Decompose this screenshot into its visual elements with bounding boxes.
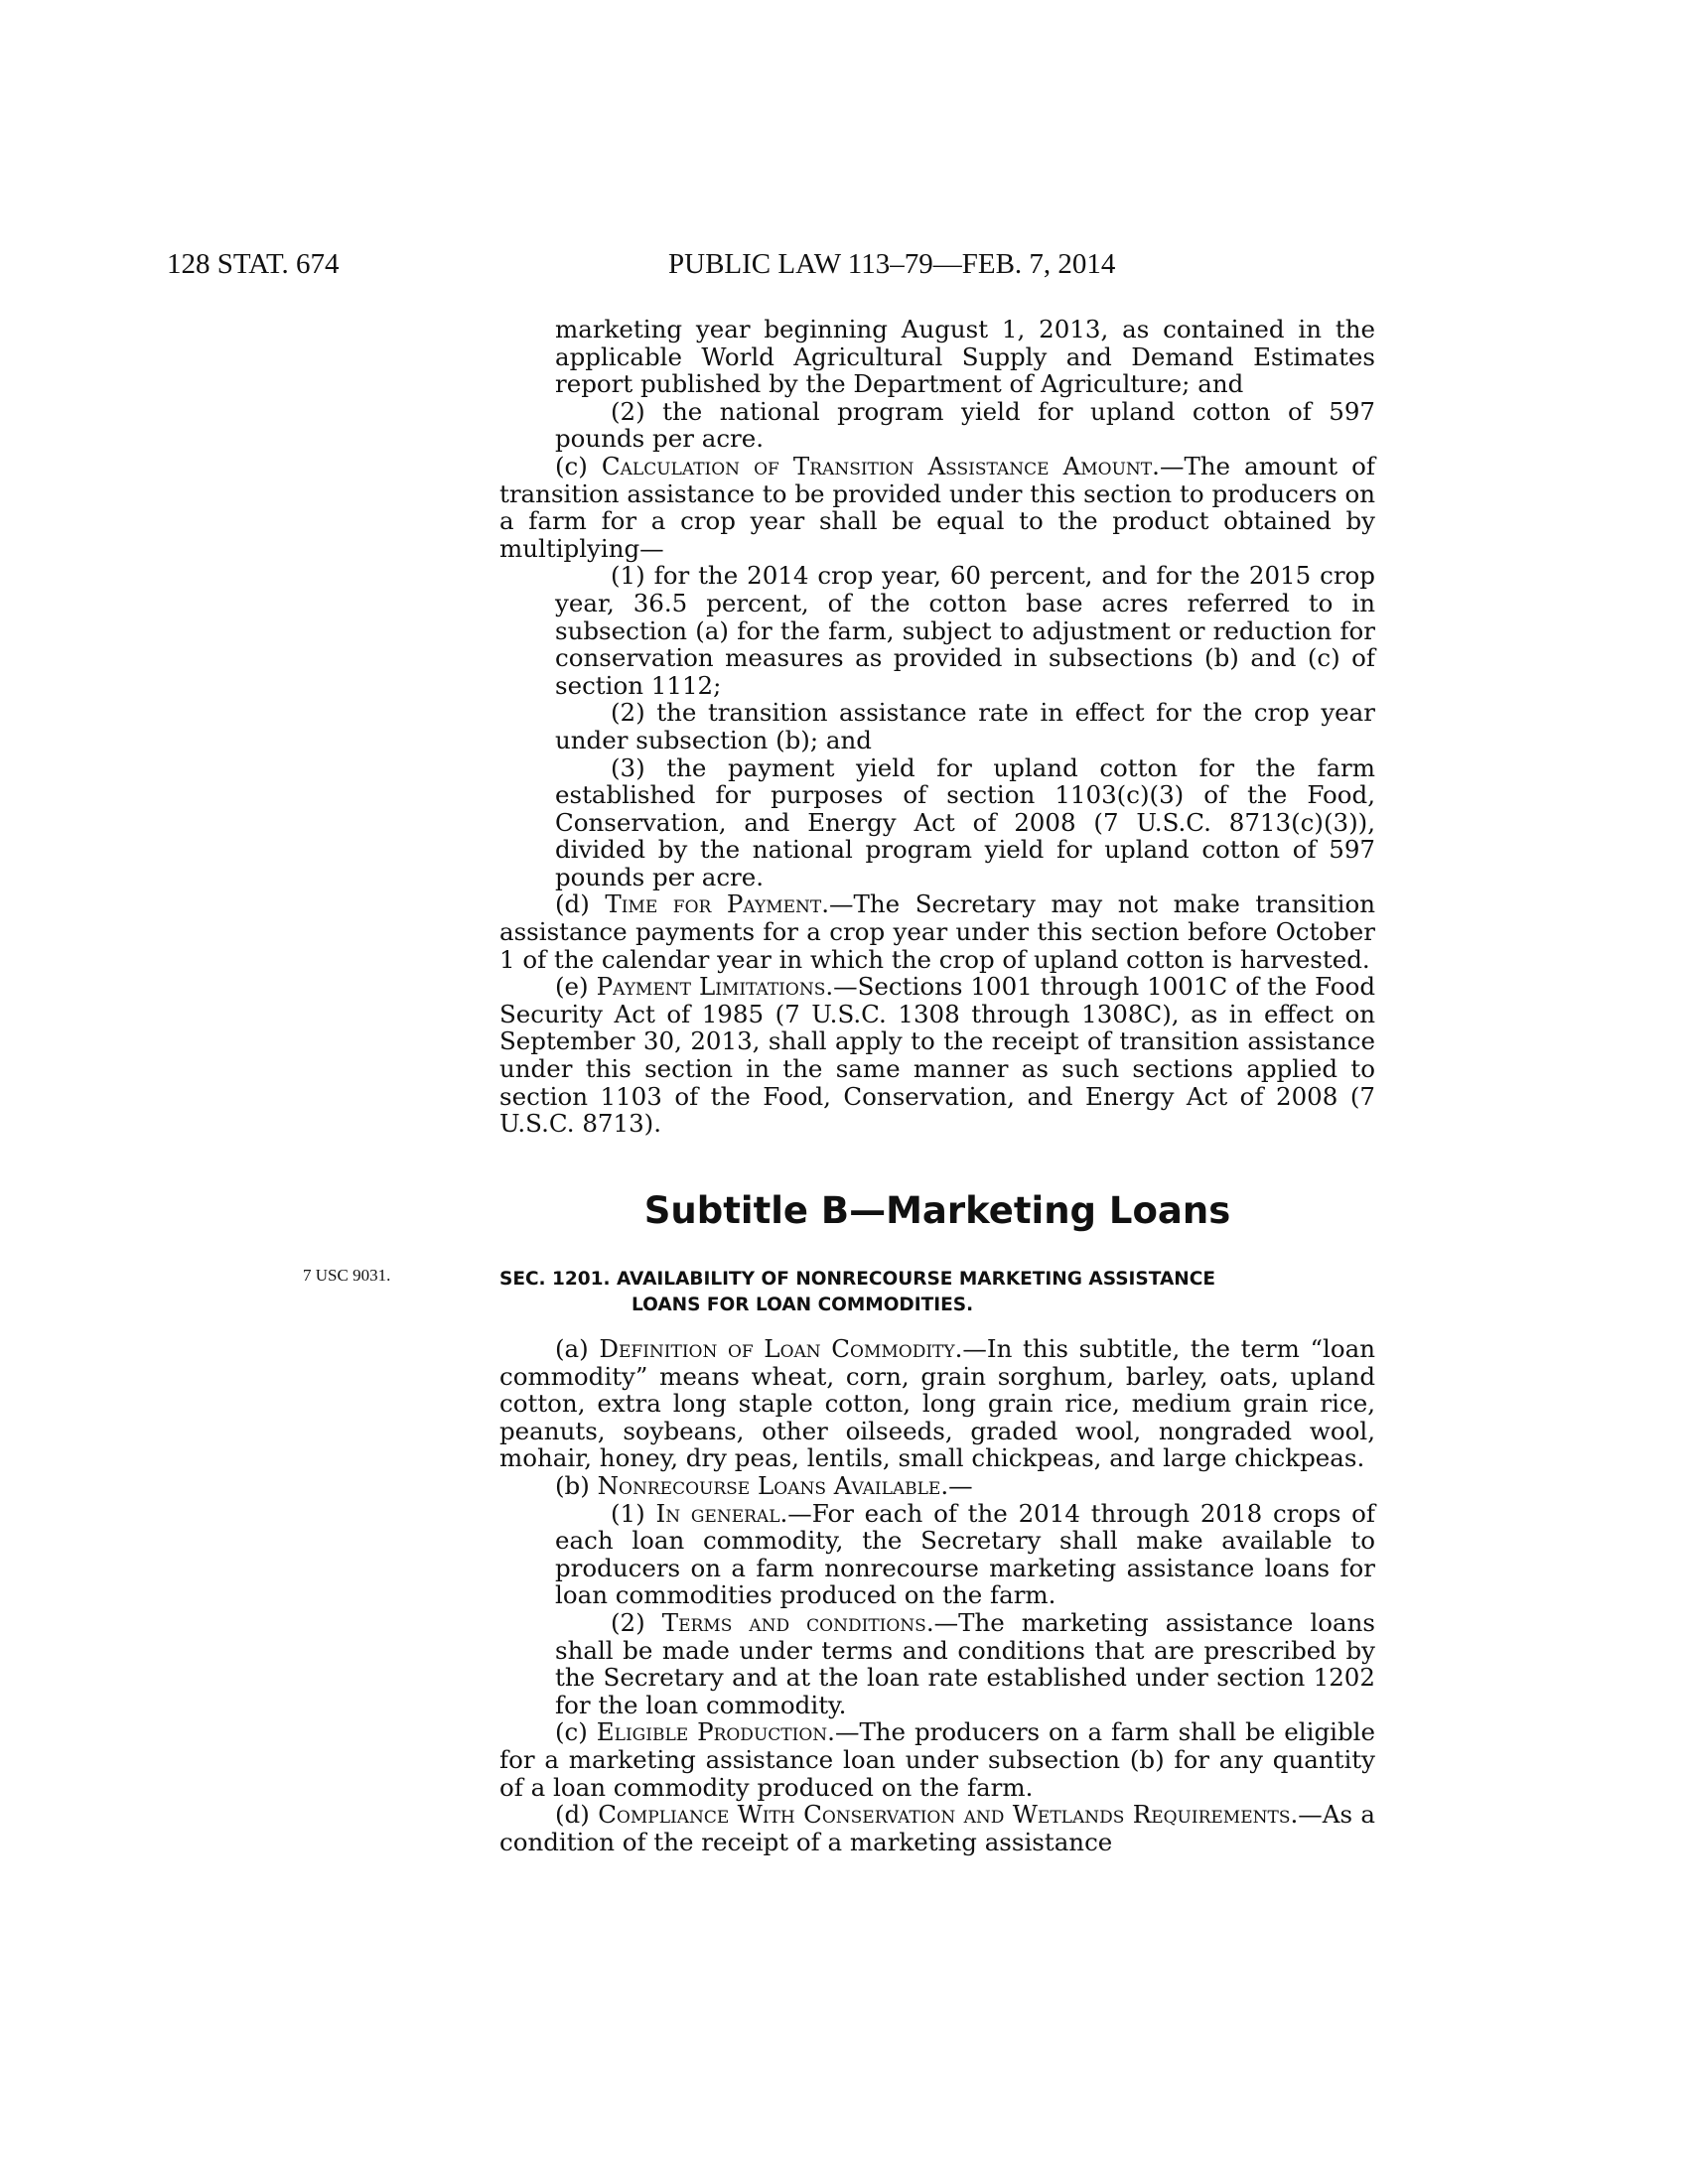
subsection-e: (e) Payment Limitations.—Sections 1001 through 1001C of the Food Security Act of 1985 (7 U.S.C. 1308 through 1308C), as in effect on September 30, 2013, shall apply to the receipt of transition assistance under this section in the same manner as such sections applied to section 1103 of the Food, Conservation, and Energy Act of 2008 (7 U.S.C. 8713). <box>499 972 1376 1139</box>
paragraph-b2-terms: (2) Terms and conditions.—The marketing assistance loans shall be made under terms and conditions that are prescribed by the Secretary and at the loan rate established under section 1202 for the loan commodity. <box>555 1607 1375 1719</box>
subsection-d: (d) Time for Payment.—The Secretary may not make transition assistance payments for a crop year under this section before October 1 of the calendar year in which the crop of upland cotton is harvested. <box>499 889 1375 974</box>
statute-page-number: 128 STAT. 674 <box>167 248 340 280</box>
paragraph-c1: (1) for the 2014 crop year, 60 percent, and for the 2015 crop year, 36.5 percent, of the cotton base acres referred to in subsection (a) for the farm, subject to adjustment or reduction for conservation measures as provided in subsections (b) and (c) of section 1112; <box>555 561 1375 700</box>
section-text-lower <box>499 1335 1375 1855</box>
subsection-c-eligible-heading: Eligible Production. <box>596 1717 835 1747</box>
paragraph-b1-heading: In general. <box>655 1498 788 1528</box>
subsection-b-heading: Nonrecourse Loans Available. <box>597 1470 949 1500</box>
subsection-e-heading: Payment Limitations. <box>596 972 834 1002</box>
subsection-c-heading: Calculation of Transition Assistance Amount. <box>601 451 1160 480</box>
subsection-b: (b) Nonrecourse Loans Available.— <box>555 1470 973 1500</box>
subsection-d-compliance: (d) Compliance With Conservation and Wetlands Requirements.—As a condition of the receipt of a marketing assistance <box>499 1800 1376 1856</box>
paragraph-b2-heading: Terms and conditions. <box>661 1607 934 1637</box>
page-header <box>167 248 1204 288</box>
subsection-c: (c) Calculation of Transition Assistance Amount.—The amount of transition assistance to be provided under this section to producers on a farm for a crop year shall be equal to the product obtained by multiplying— <box>499 451 1375 563</box>
subtitle-heading: Subtitle B—Marketing Loans <box>643 1189 1231 1232</box>
public-law-running-head: PUBLIC LAW 113–79—FEB. 7, 2014 <box>668 248 1116 280</box>
paragraph-b2: (2) the national program yield for upland cotton of 597 pounds per acre. <box>555 396 1375 454</box>
subsection-a-heading: Definition of Loan Commodity. <box>599 1334 963 1363</box>
section-heading <box>499 1267 1375 1318</box>
subsection-d-compliance-heading: Compliance With Conservation and Wetlands Requirements. <box>598 1800 1299 1830</box>
section-text-upper <box>499 316 1375 1138</box>
section-heading-line2: LOANS FOR LOAN COMMODITIES. <box>632 1295 974 1315</box>
paragraph-b1: (1) In general.—For each of the 2014 through 2018 crops of each loan commodity, the Secretary shall make available to producers on a farm nonrecourse marketing assistance loans for loan commodities produced on the farm. <box>555 1498 1375 1610</box>
paragraph-c3: (3) the payment yield for upland cotton for the farm established for purposes of section 1103(c)(3) of the Food, Conservation, and Energy Act of 2008 (7 U.S.C. 8713(c)(3)), divided by the national program yield for upland cotton of 597 pounds per acre. <box>555 752 1375 891</box>
subsection-c-eligible: (c) Eligible Production.—The producers on a farm shall be eligible for a marketing assistance loan under subsection (b) for any quantity of a loan commodity produced on the farm. <box>499 1717 1375 1802</box>
usc-margin-note: 7 USC 9031. <box>303 1266 391 1285</box>
subsection-d-heading: Time for Payment. <box>605 889 830 919</box>
paragraph-continuation: marketing year beginning August 1, 2013, as contained in the applicable World Agricultural Supply and Demand Estimates report published by the Department of Agriculture; and <box>555 315 1375 399</box>
section-heading-line1: SEC. 1201. AVAILABILITY OF NONRECOURSE MARKETING ASSISTANCE <box>499 1269 1215 1290</box>
subsection-a: (a) Definition of Loan Commodity.—In this subtitle, the term “loan commodity” means wheat, corn, grain sorghum, barley, oats, upland cotton, extra long staple cotton, long grain rice, medium grain rice, peanuts, soybeans, other oilseeds, graded wool, nongraded wool, mohair, honey, dry peas, lentils, small chickpeas, and large chickpeas. <box>499 1334 1375 1473</box>
paragraph-c2: (2) the transition assistance rate in effect for the crop year under subsection (b); and <box>555 698 1375 754</box>
